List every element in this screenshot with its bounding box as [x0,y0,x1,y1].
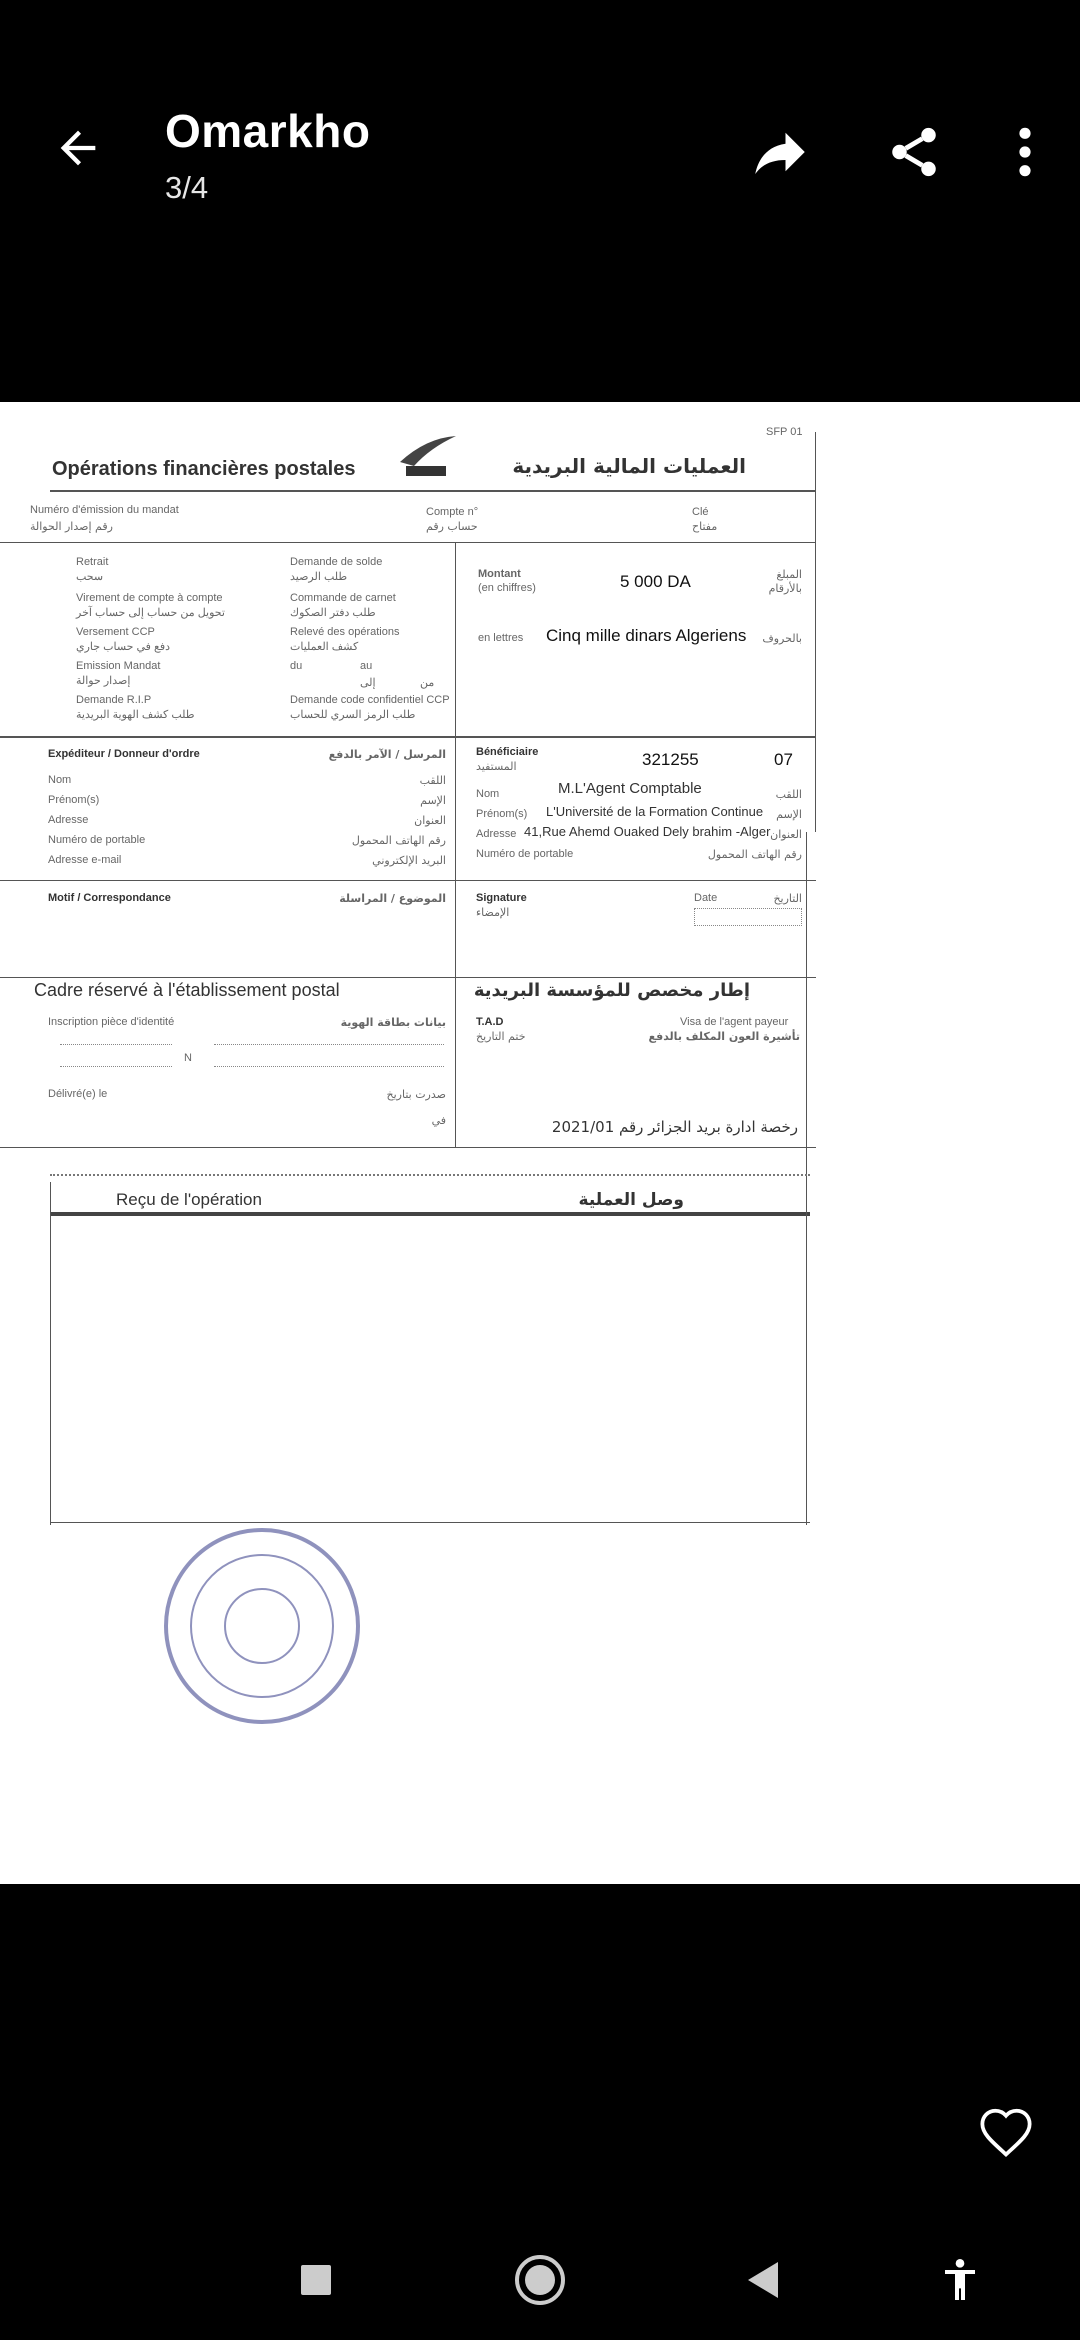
share-button[interactable] [874,112,954,192]
nav-back-button[interactable] [722,2240,802,2320]
reserved-label-ar: إطار مخصص للمؤسسة البريدية [473,980,750,1001]
back-button[interactable] [40,110,116,186]
form-divider [50,1212,810,1216]
op-right-fr: du [290,660,303,672]
form-divider [0,880,816,881]
beneficiary-field-fr: Prénom(s) [476,808,528,820]
app-bar [0,0,1080,400]
ccp-key: 07 [774,750,793,769]
receipt-label: Reçu de l'opération [116,1190,262,1209]
op-right-ar: إلى [360,677,376,689]
sender-field-fr: Adresse e-mail [48,854,122,866]
op-left-ar: سحب [76,571,104,583]
beneficiary-field-fr: Numéro de portable [476,848,574,860]
recents-button[interactable] [276,2240,356,2320]
amount-sub-ar: بالأرقام [768,582,802,595]
sender-field-fr: Numéro de portable [48,834,146,846]
form-divider [0,977,816,978]
date-box [694,908,802,926]
op-right-fr: Commande de carnet [290,592,396,604]
id-line [214,1066,444,1067]
sender-field-ar: البريد الإلكتروني [372,854,446,867]
cut-line [50,1174,810,1176]
op-left-fr: Emission Mandat [76,660,161,672]
system-nav-bar [0,2220,1080,2340]
postal-stamp [164,1528,360,1724]
home-button[interactable] [500,2240,580,2320]
forward-arrow-icon [747,119,813,185]
form-title-fr: Opérations financières postales [52,458,356,480]
op-right-ar: من [420,677,435,689]
issue-number-label: Numéro d'émission du mandat [30,504,179,516]
square-icon [300,2264,332,2296]
id-line [60,1044,172,1045]
sender-label-ar: المرسل / الآمر بالدفع [328,748,446,761]
op-right-ar: طلب الرصيد [290,571,348,583]
beneficiary-label: Bénéficiaire [476,746,539,758]
op-left-fr: Versement CCP [76,626,155,638]
beneficiary-field-ar: العنوان [770,828,802,841]
sender-field-ar: العنوان [414,814,446,827]
reserved-label: Cadre réservé à l'établissement postal [34,980,340,1000]
beneficiary-address: 41,Rue Ahemd Ouaked Dely brahim -Alger [524,824,771,839]
triangle-back-icon [744,2260,780,2300]
accessibility-button[interactable] [920,2240,1000,2320]
sender-field-fr: Adresse [48,814,89,826]
op-left-ar: إصدار حوالة [76,675,131,687]
beneficiary-field-fr: Nom [476,788,500,800]
id-line [214,1044,444,1045]
amount-label: Montant [478,568,521,580]
op-left-fr: Virement de compte à compte [76,592,223,604]
beneficiary-name: M.L'Agent Comptable [558,780,702,797]
sender-field-fr: Prénom(s) [48,794,100,806]
sender-field-ar: الإسم [420,794,446,807]
beneficiary-label-ar: المستفيد [476,760,517,773]
page-title: Omarkho [165,105,371,157]
signature-label: Signature [476,892,527,904]
receipt-label-ar: وصل العملية [578,1190,684,1210]
op-left-fr: Demande R.I.P [76,694,152,706]
form-divider [0,542,816,543]
op-left-fr: Retrait [76,556,109,568]
op-right-ar: كشف العمليات [290,641,359,653]
license-text: رخصة ادارة بريد الجزائر رقم 2021/01 [551,1118,798,1136]
favorite-button[interactable] [974,2100,1038,2164]
amount-letters: Cinq mille dinars Algeriens [546,626,747,645]
key-label-ar: مفتاح [692,520,718,533]
stamp-inner-ring [224,1588,300,1664]
share-icon [885,123,943,181]
visa-label: Visa de l'agent payeur [680,1016,789,1028]
id-label-ar: بيانات بطاقة الهوية [340,1016,446,1029]
op-right-fr: au [360,660,373,672]
id-n-label: N [184,1052,192,1064]
key-label: Clé [692,506,709,518]
motive-label: Motif / Correspondance [48,892,171,904]
amount-label-ar: المبلغ [776,568,802,581]
op-right-ar: طلب دفتر الصكوك [290,607,376,619]
ccp-number: 321255 [642,750,699,769]
letters-label-ar: بالحروف [762,632,802,645]
form-divider [815,432,816,832]
op-left-ar: طلب كشف الهوية البريدية [76,709,195,721]
tad-label-ar: ختم التاريخ [476,1030,526,1043]
forward-button[interactable] [740,112,820,192]
sender-label: Expéditeur / Donneur d'ordre [48,748,200,760]
form-divider [806,832,807,1525]
sender-field-ar: رقم الهاتف المحمول [351,834,446,847]
signature-label-ar: الإمضاء [476,906,510,919]
visa-label-ar: تأشيرة العون المكلف بالدفع [648,1030,800,1043]
sender-field-fr: Nom [48,774,72,786]
date-label-ar: التاريخ [773,892,802,905]
letters-label: en lettres [478,632,524,644]
image-counter: 3/4 [165,170,209,205]
beneficiary-field-ar: رقم الهاتف المحمول [707,848,802,861]
algerie-poste-logo [396,432,460,484]
beneficiary-field-ar: الإسم [776,808,802,821]
date-label: Date [694,892,718,904]
beneficiary-field-ar: اللقب [775,788,802,801]
op-right-ar: طلب الرمز السري للحساب [290,709,416,721]
sender-field-ar: اللقب [419,774,446,787]
heart-icon [977,2106,1035,2158]
form-divider [0,736,816,738]
id-line [60,1066,172,1067]
amount-sub: (en chiffres) [478,582,536,594]
delivered-label: Délivré(e) le [48,1088,108,1100]
op-left-ar: تحويل من حساب إلى حساب آخر [76,607,225,619]
issue-number-label-ar: رقم إصدار الحوالة [30,520,113,533]
form-divider [455,542,456,1147]
delivered-label-ar: صدرت بتاريخ [386,1088,446,1101]
op-right-fr: Demande de solde [290,556,383,568]
motive-label-ar: الموضوع / المراسلة [339,892,446,905]
document-image[interactable] [0,402,1080,1884]
form-divider [50,1182,51,1525]
amount-value: 5 000 DA [620,572,691,591]
more-vertical-icon [1015,124,1035,180]
account-label: Compte n° [426,506,479,518]
op-right-fr: Demande code confidentiel CCP [290,694,450,706]
more-options-button[interactable] [1000,112,1050,192]
beneficiary-field-fr: Adresse [476,828,517,840]
form-code: SFP 01 [766,426,803,438]
arrow-left-icon [52,122,104,174]
form-divider [50,1522,810,1523]
circle-home-icon [513,2253,567,2307]
id-label: Inscription pièce d'identité [48,1016,175,1028]
beneficiary-firstname: L'Université de la Formation Continue [546,804,764,819]
form-divider [0,1147,816,1148]
op-left-ar: دفع في حساب جاري [76,641,170,653]
tad-label: T.A.D [476,1016,504,1028]
at-label-ar: في [431,1114,446,1127]
accessibility-icon [940,2257,980,2303]
form-divider [50,490,816,492]
form-title-ar: العمليات المالية البريدية [512,454,746,478]
account-label-ar: حساب رقم [426,520,478,533]
op-right-fr: Relevé des opérations [290,626,400,638]
